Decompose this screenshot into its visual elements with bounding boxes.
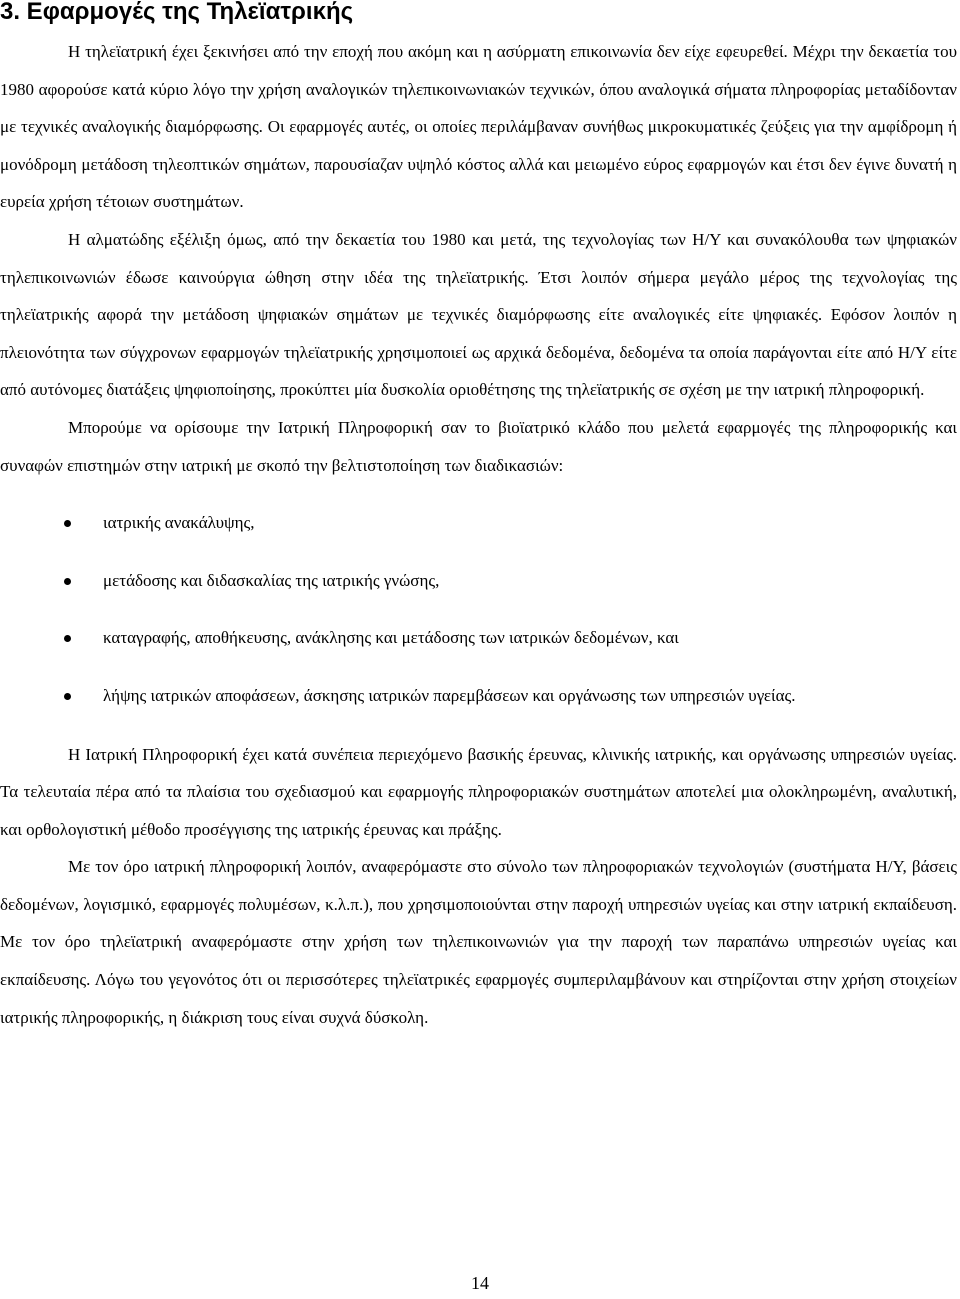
bullet-list bbox=[0, 504, 957, 714]
bullet-icon bbox=[64, 520, 71, 527]
list-item bbox=[0, 677, 957, 715]
list-item bbox=[0, 562, 957, 600]
paragraph-medical-informatics-definition: Μπορούμε να ορίσουμε την Ιατρική Πληροφορική σαν το βιοϊατρικό κλάδο που μελετά εφαρμογές της πληροφορικής και συναφών επιστημών στην ιατρική με σκοπό την βελτιστοποίηση των διαδικασιών: bbox=[0, 417, 957, 475]
paragraph-terms-definition: Με τον όρο ιατρική πληροφορική λοιπόν, αναφερόμαστε στο σύνολο των πληροφοριακών τεχνολογιών (συστήματα Η/Υ, βάσεις δεδομένων, λογισμικό, εφαρμογές πολυμέσων, κ.λ.π.), που χρησιμοποιούνται στην παροχή υπηρεσιών υγείας και στην ιατρική εκπαίδευση. Με τον όρο τηλεϊατρική αναφερόμαστε στην χρήση των τηλεπικοινωνιών για την παροχή των παραπάνω υπηρεσιών υγείας και εκπαίδευσης. Λόγω του γεγονότος ότι οι περισσότερες τηλεϊατρικές εφαρμογές συμπεριλαμβάνουν και στηρίζονται στην χρήση στοιχείων ιατρικής πληροφορικής, η διάκριση τους είναι συχνά δύσκολη. bbox=[0, 857, 957, 1027]
list-item-text: λήψης ιατρικών αποφάσεων, άσκησης ιατρικών παρεμβάσεων και οργάνωσης των υπηρεσιών υγείας. bbox=[103, 685, 796, 705]
document-body bbox=[0, 33, 957, 1036]
paragraph-informatics-scope: Η Ιατρική Πληροφορική έχει κατά συνέπεια περιεχόμενο βασικής έρευνας, κλινικής ιατρικής, και οργάνωσης υπηρεσιών υγείας. Τα τελευταία πέρα από τα πλαίσια του σχεδιασμού και εφαρμογής πληροφοριακών συστημάτων αποτελεί μια ολοκληρωμένη, αναλυτική, και ορθολογιστική μέθοδο προσέγγισης της ιατρικής έρευνας και πράξης. bbox=[0, 744, 957, 839]
page-number: 14 bbox=[471, 1273, 489, 1293]
paragraph-digital-evolution: Η αλματώδης εξέλιξη όμως, από την δεκαετία του 1980 και μετά, της τεχνολογίας των Η/Υ και συνακόλουθα των ψηφιακών τηλεπικοινωνιών έδωσε καινούργια ώθηση στην ιδέα της τηλεϊατρικής. Έτσι λοιπόν σήμερα μεγάλο μέρος της τεχνολογίας της τηλεϊατρικής αφορά την μετάδοση ψηφιακών σημάτων με τεχνικές διαμόρφωσης είτε αναλογικές είτε ψηφιακές. Εφόσον λοιπόν η πλειονότητα των σύγχρονων εφαρμογών τηλεϊατρικής χρησιμοποιεί ως αρχικά δεδομένα, δεδομένα τα οποία παράγονται είτε από Η/Υ είτε από αυτόνομες διατάξεις ψηφιοποίησης, προκύπτει μία δυσκολία οριοθέτησης της τηλεϊατρικής σε σχέση με την ιατρική πληροφορική. bbox=[0, 229, 957, 400]
paragraph-telemedicine-history: Η τηλεϊατρική έχει ξεκινήσει από την εποχή που ακόμη και η ασύρματη επικοινωνία δεν είχε εφευρεθεί. Μέχρι την δεκαετία του 1980 αφορούσε κατά κύριο λόγο την χρήση αναλογικών τηλεπικοινωνιακών τεχνικών, όπου αναλογικά σήματα πληροφορίας μεταδίδονταν με τεχνικές αναλογικής διαμόρφωσης. Οι εφαρμογές αυτές, οι οποίες περιλάμβαναν συνήθως μικροκυματικές ζεύξεις για την αμφίδρομη ή μονόδρομη μετάδοση τηλεοπτικών σημάτων, παρουσίαζαν υψηλό κόστος αλλά και μειωμένο εύρος εφαρμογών και έτσι δεν έγινε δυνατή η ευρεία χρήση τέτοιων συστημάτων. bbox=[0, 42, 957, 212]
bullet-icon bbox=[64, 635, 71, 642]
list-item-text: καταγραφής, αποθήκευσης, ανάκλησης και μετάδοσης των ιατρικών δεδομένων, και bbox=[103, 628, 679, 648]
bullet-icon bbox=[64, 693, 71, 700]
list-item bbox=[0, 504, 957, 542]
section-heading: 3. Εφαρμογές της Τηλεϊατρικής bbox=[0, 0, 354, 25]
list-item bbox=[0, 619, 957, 657]
list-item-text: ιατρικής ανακάλυψης, bbox=[103, 513, 255, 533]
bullet-icon bbox=[64, 578, 71, 585]
list-item-text: μετάδοσης και διδασκαλίας της ιατρικής γνώσης, bbox=[103, 570, 440, 590]
